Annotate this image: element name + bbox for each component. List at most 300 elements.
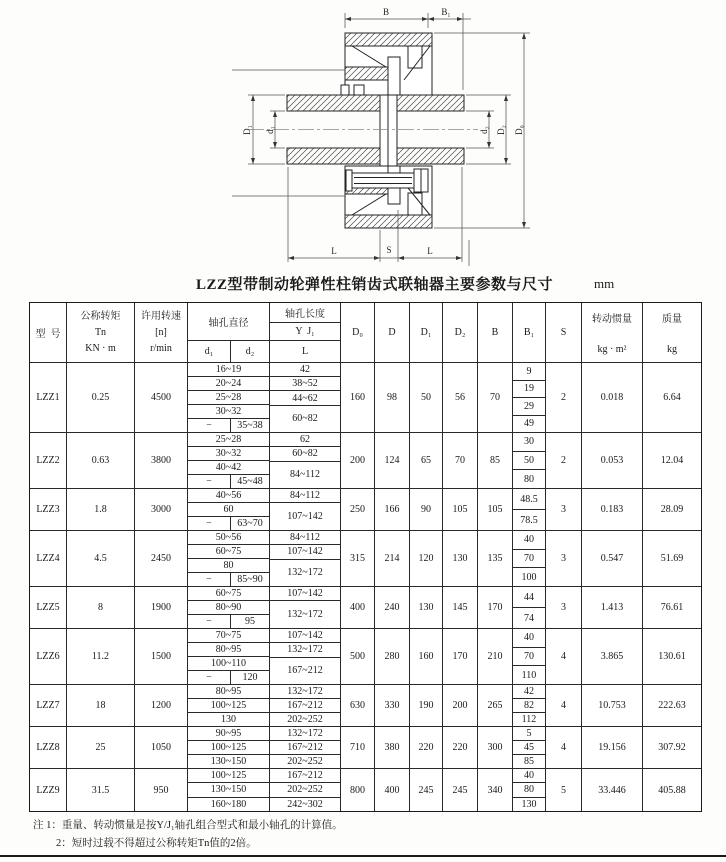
bore-diameter-value: 130 bbox=[221, 714, 236, 725]
bore-length-cell: 202~252 bbox=[270, 783, 340, 797]
cell-B: 300 bbox=[478, 727, 513, 768]
bore-length-cell: 132~172 bbox=[270, 685, 340, 699]
bore-length-cell: 107~142 bbox=[287, 511, 323, 523]
bore-diameter-row bbox=[188, 615, 269, 628]
table-row bbox=[30, 433, 701, 489]
dim-label-d1: d₁ bbox=[265, 126, 275, 134]
bore-length-cell: 84~112 bbox=[289, 469, 321, 481]
bore-d2-value: 63~70 bbox=[237, 518, 263, 529]
cell-D: 214 bbox=[375, 531, 410, 586]
cell-D0: 200 bbox=[341, 433, 375, 488]
bore-d1-value: − bbox=[188, 475, 231, 488]
cell-model: LZZ8 bbox=[30, 727, 67, 768]
col-B1 bbox=[513, 489, 546, 530]
B1-cell: 48.5 bbox=[513, 489, 545, 510]
coupling-section bbox=[287, 33, 464, 228]
cell-speed: 4500 bbox=[135, 363, 188, 432]
header-speed bbox=[135, 303, 188, 362]
bore-diameter-row bbox=[188, 699, 269, 713]
cell-torque: 4.5 bbox=[67, 531, 135, 586]
cell-torque: 0.63 bbox=[67, 433, 135, 488]
dim-label-D1: D₁ bbox=[242, 125, 252, 135]
bore-length-cell: 132~172 bbox=[287, 567, 323, 579]
cell-D0: 400 bbox=[341, 587, 375, 628]
bore-diameter-row bbox=[188, 377, 269, 391]
header-torque-symbol: Tn bbox=[94, 326, 107, 338]
bore-diameter-row bbox=[188, 587, 269, 601]
cell-D2: 245 bbox=[443, 769, 478, 811]
bore-diameter-row bbox=[188, 769, 269, 783]
bore-diameter-row bbox=[188, 573, 269, 586]
header-D2: D₂ bbox=[443, 303, 478, 362]
bore-diameter-value: 80~90 bbox=[215, 602, 242, 613]
col-bore-diameter bbox=[188, 769, 270, 811]
col-bore-diameter bbox=[188, 629, 270, 684]
B1-cell: 45 bbox=[513, 741, 545, 755]
cell-D0: 500 bbox=[341, 629, 375, 684]
cell-D0: 710 bbox=[341, 727, 375, 768]
cell-model: LZZ4 bbox=[30, 531, 67, 586]
cell-D: 124 bbox=[375, 433, 410, 488]
cell-D: 400 bbox=[375, 769, 410, 811]
bore-diameter-row bbox=[188, 531, 269, 545]
bore-diameter-row bbox=[188, 685, 269, 699]
table-row bbox=[30, 769, 701, 811]
cell-D0: 250 bbox=[341, 489, 375, 530]
bore-diameter-row bbox=[188, 559, 269, 573]
table-header bbox=[30, 303, 701, 363]
bore-length-cell: 132~172 bbox=[287, 609, 323, 621]
col-bore-length bbox=[270, 629, 341, 684]
bore-diameter-value: 20~24 bbox=[215, 378, 242, 389]
header-d2: d₂ bbox=[245, 346, 255, 357]
bore-length-cell: 107~142 bbox=[270, 629, 340, 643]
col-bore-length bbox=[270, 685, 341, 726]
header-L: L bbox=[301, 346, 309, 357]
bore-d1-value: − bbox=[188, 517, 231, 530]
note-line-1: 注 1：重量、转动惯量是按Y/J₁轴孔组合型式和最小轴孔的计算值。 bbox=[33, 820, 343, 831]
cell-inertia: 33.446 bbox=[582, 769, 643, 811]
header-bore-length-label: 轴孔长度 bbox=[270, 303, 340, 323]
cell-mass: 222.63 bbox=[658, 700, 686, 711]
bore-length-cell: 167~212 bbox=[270, 741, 340, 755]
B1-cell: 110 bbox=[521, 669, 537, 681]
B1-cell: 5 bbox=[513, 727, 545, 741]
bore-length-cell: 84~112 bbox=[270, 489, 340, 503]
cell-D: 380 bbox=[375, 727, 410, 768]
bore-length-cell: 62 bbox=[270, 433, 340, 447]
B1-cell: 78.5 bbox=[520, 514, 538, 526]
bore-length-cell: 60~82 bbox=[270, 447, 340, 461]
cell-inertia: 0.053 bbox=[582, 433, 643, 488]
header-torque-cn: 公称转矩 bbox=[80, 310, 121, 322]
cell-mass: 6.64 bbox=[663, 392, 681, 403]
bore-diameter-value: 100~125 bbox=[210, 700, 247, 711]
cell-D1: 120 bbox=[410, 531, 443, 586]
bore-d1-value: − bbox=[188, 615, 231, 628]
B1-cell: 40 bbox=[513, 531, 545, 550]
cell-speed: 3800 bbox=[135, 433, 188, 488]
bore-diameter-row bbox=[188, 657, 269, 671]
col-bore-length bbox=[270, 727, 341, 768]
right-hub-bottom bbox=[397, 148, 464, 164]
cell-D0: 630 bbox=[341, 685, 375, 726]
bore-d2-value: 120 bbox=[242, 672, 258, 683]
bore-diameter-value: 25~28 bbox=[215, 392, 242, 403]
header-inertia-unit: kg · m² bbox=[597, 344, 627, 355]
B1-cell: 112 bbox=[521, 714, 537, 725]
header-B: B bbox=[478, 303, 513, 362]
header-D1: D₁ bbox=[410, 303, 443, 362]
cell-inertia: 0.018 bbox=[582, 363, 643, 432]
col-B1 bbox=[513, 769, 546, 811]
cell-D0: 160 bbox=[341, 363, 375, 432]
col-bore-diameter bbox=[188, 587, 270, 628]
table-row bbox=[30, 363, 701, 433]
bore-diameter-row bbox=[188, 419, 269, 432]
cell-D: 330 bbox=[375, 685, 410, 726]
table-row bbox=[30, 685, 701, 727]
cell-torque: 1.8 bbox=[67, 489, 135, 530]
bottom-rule bbox=[0, 855, 726, 857]
bore-length-cell: 242~302 bbox=[287, 798, 323, 810]
cell-S: 2 bbox=[546, 433, 582, 488]
page-title: LZZ型带制动轮弹性柱销齿式联轴器主要参数与尺寸 bbox=[196, 277, 554, 293]
cell-D1: 190 bbox=[410, 685, 443, 726]
bore-diameter-value: 80~95 bbox=[215, 686, 242, 697]
header-mass bbox=[643, 303, 701, 362]
bore-diameter-value: 25~28 bbox=[215, 434, 242, 445]
B1-cell: 80 bbox=[524, 473, 534, 485]
bore-d2-value: 35~38 bbox=[237, 420, 263, 431]
bore-diameter-row bbox=[188, 629, 269, 643]
col-bore-diameter bbox=[188, 685, 270, 726]
cell-S: 3 bbox=[546, 531, 582, 586]
col-bore-diameter bbox=[188, 531, 270, 586]
bore-d2-value: 45~48 bbox=[237, 476, 263, 487]
cell-speed: 3000 bbox=[135, 489, 188, 530]
col-B1 bbox=[513, 629, 546, 684]
bore-diameter-value: 40~56 bbox=[215, 490, 242, 501]
header-speed-symbol: [n] bbox=[155, 326, 167, 338]
cell-D2: 145 bbox=[443, 587, 478, 628]
col-bore-length bbox=[270, 363, 341, 432]
cell-D0: 315 bbox=[341, 531, 375, 586]
bore-diameter-value: 90~95 bbox=[215, 728, 242, 739]
col-bore-diameter bbox=[188, 363, 270, 432]
col-B1 bbox=[513, 531, 546, 586]
bore-length-cell: 167~212 bbox=[287, 665, 323, 677]
bore-length-cell: 107~142 bbox=[270, 545, 340, 559]
header-yj1: Y J₁ bbox=[270, 323, 340, 341]
dim-label-L-right: L bbox=[427, 246, 433, 256]
cell-D2: 70 bbox=[443, 433, 478, 488]
bore-diameter-row bbox=[188, 503, 269, 517]
bore-diameter-value: 40~42 bbox=[215, 462, 242, 473]
header-D0: D₀ bbox=[341, 303, 375, 362]
bore-length-cell: 84~112 bbox=[270, 531, 340, 545]
bore-length-cell: 38~52 bbox=[270, 377, 340, 391]
note-line-2: 2：短时过载不得超过公称转矩Tn值的2倍。 bbox=[56, 838, 257, 850]
bore-diameter-row bbox=[188, 713, 269, 726]
bore-diameter-value: 80~95 bbox=[215, 644, 242, 655]
B1-cell: 49 bbox=[524, 418, 534, 430]
cell-D1: 90 bbox=[410, 489, 443, 530]
B1-cell: 80 bbox=[513, 783, 545, 797]
cell-B: 170 bbox=[478, 587, 513, 628]
cell-mass: 130.61 bbox=[658, 651, 686, 662]
bore-diameter-value: 100~125 bbox=[210, 770, 247, 782]
header-S: S bbox=[546, 303, 582, 362]
col-bore-length bbox=[270, 587, 341, 628]
cell-speed: 1900 bbox=[135, 587, 188, 628]
dim-label-L-left: L bbox=[331, 246, 337, 256]
bore-diameter-row bbox=[188, 798, 269, 811]
col-B1 bbox=[513, 363, 546, 432]
cell-D2: 56 bbox=[443, 363, 478, 432]
bore-diameter-value: 80 bbox=[223, 560, 234, 571]
cell-speed: 2450 bbox=[135, 531, 188, 586]
cell-model: LZZ6 bbox=[30, 629, 67, 684]
col-bore-length bbox=[270, 531, 341, 586]
table-row bbox=[30, 587, 701, 629]
bore-length-cell: 132~172 bbox=[270, 727, 340, 741]
bore-length-cell: 202~252 bbox=[287, 714, 323, 725]
header-inertia-cn: 转动惯量 bbox=[592, 314, 632, 325]
cell-model: LZZ5 bbox=[30, 587, 67, 628]
cell-D2: 170 bbox=[443, 629, 478, 684]
table-row bbox=[30, 531, 701, 587]
header-speed-cn: 许用转速 bbox=[141, 310, 181, 322]
cell-D: 240 bbox=[375, 587, 410, 628]
bore-diameter-value: 130~150 bbox=[210, 756, 247, 767]
bore-length-cell: 107~142 bbox=[270, 587, 340, 601]
bore-diameter-row bbox=[188, 643, 269, 657]
table-row bbox=[30, 629, 701, 685]
cell-D1: 160 bbox=[410, 629, 443, 684]
bore-diameter-row bbox=[188, 447, 269, 461]
B1-cell: 19 bbox=[513, 381, 545, 399]
cell-torque: 0.25 bbox=[67, 363, 135, 432]
cell-S: 3 bbox=[546, 587, 582, 628]
cell-inertia: 3.865 bbox=[582, 629, 643, 684]
cell-mass: 76.61 bbox=[660, 602, 684, 613]
cell-S: 4 bbox=[546, 685, 582, 726]
bore-diameter-row bbox=[188, 727, 269, 741]
cell-model: LZZ3 bbox=[30, 489, 67, 530]
col-bore-diameter bbox=[188, 489, 270, 530]
bore-diameter-row bbox=[188, 489, 269, 503]
cell-mass: 28.09 bbox=[660, 504, 684, 515]
cell-D0: 800 bbox=[341, 769, 375, 811]
cell-D1: 50 bbox=[410, 363, 443, 432]
dim-label-D0: D₀ bbox=[514, 125, 524, 135]
cell-model: LZZ7 bbox=[30, 685, 67, 726]
cell-model: LZZ1 bbox=[30, 363, 67, 432]
cell-D1: 220 bbox=[410, 727, 443, 768]
cell-D1: 65 bbox=[410, 433, 443, 488]
bore-diameter-value: 30~32 bbox=[215, 406, 242, 417]
col-bore-diameter bbox=[188, 433, 270, 488]
cell-speed: 950 bbox=[135, 769, 188, 811]
bore-length-cell: 167~212 bbox=[270, 769, 340, 783]
col-bore-length bbox=[270, 433, 341, 488]
right-hub-top bbox=[397, 95, 464, 111]
bore-d2-value: 85~90 bbox=[237, 574, 263, 585]
bore-diameter-value: 16~19 bbox=[215, 364, 242, 375]
cell-D: 280 bbox=[375, 629, 410, 684]
cell-D1: 245 bbox=[410, 769, 443, 811]
bore-diameter-row bbox=[188, 391, 269, 405]
cell-S: 4 bbox=[546, 727, 582, 768]
cell-D1: 130 bbox=[410, 587, 443, 628]
col-bore-diameter bbox=[188, 727, 270, 768]
cell-speed: 1200 bbox=[135, 685, 188, 726]
header-bore-diameter bbox=[188, 303, 270, 362]
header-D: D bbox=[375, 303, 410, 362]
B1-cell: 100 bbox=[521, 571, 537, 583]
title-row bbox=[0, 273, 726, 299]
bore-length-cell: 60~82 bbox=[292, 413, 318, 425]
cell-mass: 307.92 bbox=[658, 742, 686, 753]
table-row bbox=[30, 727, 701, 769]
parameters-table bbox=[29, 302, 702, 812]
cell-S: 5 bbox=[546, 769, 582, 811]
bore-length-cell: 44~62 bbox=[270, 391, 340, 405]
bore-d1-value: − bbox=[188, 573, 231, 586]
cell-D2: 200 bbox=[443, 685, 478, 726]
dim-label-B1: B₁ bbox=[441, 7, 451, 17]
bore-diameter-row bbox=[188, 517, 269, 530]
bore-diameter-row bbox=[188, 601, 269, 615]
cell-B: 70 bbox=[478, 363, 513, 432]
header-d1: d₁ bbox=[188, 341, 231, 362]
B1-cell: 50 bbox=[513, 452, 545, 471]
cell-B: 210 bbox=[478, 629, 513, 684]
cell-S: 3 bbox=[546, 489, 582, 530]
cell-B: 135 bbox=[478, 531, 513, 586]
cell-B: 85 bbox=[478, 433, 513, 488]
bore-diameter-row bbox=[188, 405, 269, 419]
cell-mass: 405.88 bbox=[658, 784, 686, 796]
cell-D: 98 bbox=[375, 363, 410, 432]
bore-diameter-value: 70~75 bbox=[215, 630, 242, 641]
B1-cell: 29 bbox=[513, 398, 545, 416]
cell-B: 105 bbox=[478, 489, 513, 530]
cell-mass: 51.69 bbox=[660, 553, 684, 564]
dim-label-d2: d₂ bbox=[479, 126, 489, 134]
header-torque-unit: KN · m bbox=[85, 342, 116, 354]
cell-model: LZZ9 bbox=[30, 769, 67, 811]
B1-cell: 70 bbox=[513, 648, 545, 667]
cell-torque: 25 bbox=[67, 727, 135, 768]
notes bbox=[33, 817, 343, 854]
B1-cell: 82 bbox=[513, 699, 545, 713]
bore-diameter-value: 100~110 bbox=[210, 658, 247, 669]
col-bore-length bbox=[270, 769, 341, 811]
left-hub-bottom bbox=[287, 148, 380, 164]
B1-cell: 40 bbox=[513, 769, 545, 783]
bore-diameter-row bbox=[188, 783, 269, 797]
cell-inertia: 10.753 bbox=[582, 685, 643, 726]
bore-diameter-row bbox=[188, 475, 269, 488]
cell-S: 4 bbox=[546, 629, 582, 684]
dim-label-D2: D₂ bbox=[496, 125, 506, 135]
bore-diameter-row bbox=[188, 433, 269, 447]
cell-torque: 18 bbox=[67, 685, 135, 726]
B1-cell: 44 bbox=[513, 587, 545, 608]
table-row bbox=[30, 489, 701, 531]
cell-D2: 220 bbox=[443, 727, 478, 768]
B1-cell: 40 bbox=[513, 629, 545, 648]
bore-diameter-row bbox=[188, 545, 269, 559]
col-bore-length bbox=[270, 489, 341, 530]
cell-speed: 1500 bbox=[135, 629, 188, 684]
bore-length-cell: 42 bbox=[270, 363, 340, 377]
B1-cell: 30 bbox=[513, 433, 545, 452]
cell-mass: 12.04 bbox=[660, 455, 684, 466]
col-B1 bbox=[513, 433, 546, 488]
cell-B: 265 bbox=[478, 685, 513, 726]
bore-diameter-value: 60~75 bbox=[215, 588, 242, 599]
cell-torque: 31.5 bbox=[67, 769, 135, 811]
bore-diameter-row bbox=[188, 461, 269, 475]
bore-d1-value: − bbox=[188, 671, 231, 684]
header-torque bbox=[67, 303, 135, 362]
cell-inertia: 19.156 bbox=[582, 727, 643, 768]
col-B1 bbox=[513, 587, 546, 628]
dim-label-B: B bbox=[382, 7, 390, 17]
cell-D2: 105 bbox=[443, 489, 478, 530]
unit-label: mm bbox=[594, 276, 615, 291]
B1-cell: 74 bbox=[524, 612, 534, 624]
bore-diameter-row bbox=[188, 741, 269, 755]
coupling-diagram bbox=[0, 0, 726, 272]
cell-inertia: 0.183 bbox=[582, 489, 643, 530]
cell-inertia: 0.547 bbox=[582, 531, 643, 586]
cell-speed: 1050 bbox=[135, 727, 188, 768]
bore-diameter-value: 60 bbox=[223, 504, 234, 515]
B1-cell: 9 bbox=[513, 363, 545, 381]
bore-length-cell: 132~172 bbox=[270, 643, 340, 657]
cell-B: 340 bbox=[478, 769, 513, 811]
cell-torque: 8 bbox=[67, 587, 135, 628]
cell-D2: 130 bbox=[443, 531, 478, 586]
bore-diameter-value: 60~75 bbox=[215, 546, 242, 557]
B1-cell: 130 bbox=[521, 798, 537, 810]
table-body bbox=[30, 363, 701, 811]
bore-diameter-row bbox=[188, 671, 269, 684]
header-bore-diameter-label: 轴孔直径 bbox=[188, 303, 269, 341]
bore-diameter-value: 50~56 bbox=[215, 532, 242, 543]
bore-diameter-value: 100~125 bbox=[210, 742, 247, 753]
dim-label-S: S bbox=[386, 245, 392, 255]
bore-diameter-row bbox=[188, 363, 269, 377]
header-model: 型 号 bbox=[30, 303, 67, 362]
bore-diameter-value: 30~32 bbox=[215, 448, 242, 459]
cell-inertia: 1.413 bbox=[582, 587, 643, 628]
header-mass-unit: kg bbox=[667, 344, 677, 355]
col-B1 bbox=[513, 685, 546, 726]
cell-model: LZZ2 bbox=[30, 433, 67, 488]
cell-torque: 11.2 bbox=[67, 629, 135, 684]
header-mass-cn: 质量 bbox=[662, 314, 682, 325]
left-hub-top bbox=[287, 95, 380, 111]
bore-length-cell: 167~212 bbox=[270, 699, 340, 713]
header-B1: B₁ bbox=[513, 303, 546, 362]
bore-diameter-value: 130~150 bbox=[210, 784, 247, 796]
B1-cell: 42 bbox=[513, 685, 545, 699]
